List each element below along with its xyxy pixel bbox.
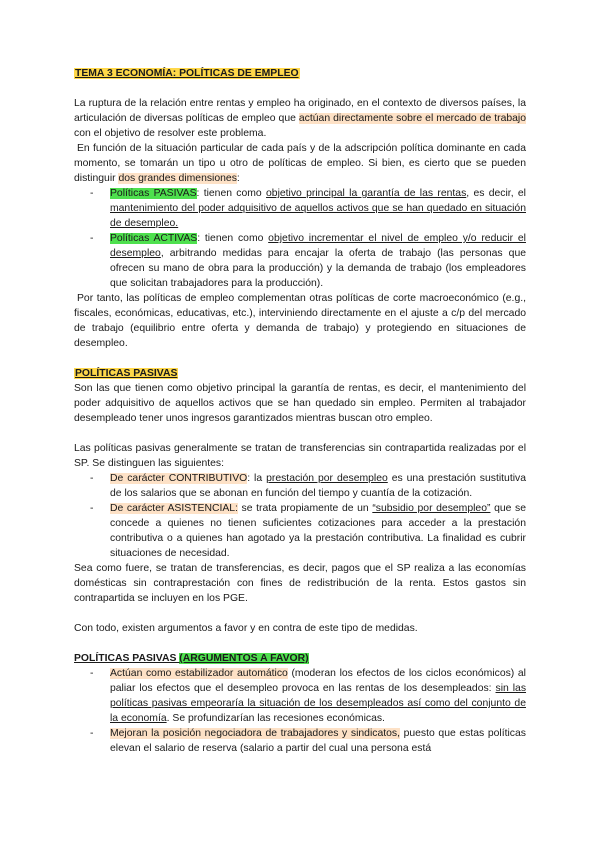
title-text: TEMA 3 ECONOMÍA: POLÍTICAS DE EMPLEO bbox=[75, 68, 299, 79]
pasivas-paragraph-3: Sea como fuere, se tratan de transferencias, es decir, pagos que el SP realiza a las economías domésticas sin contraprestación con fines de redistribución de la renta. Estos gastos sin contrapartida se incluyen en los PGE. bbox=[74, 563, 526, 604]
pasivas-types-list bbox=[74, 471, 526, 561]
document-title bbox=[74, 66, 526, 81]
intro-paragraph-1: La ruptura de la relación entre rentas y empleo ha originado, en el contexto de diversos países, la articulación de diversas políticas de empleo que actúan directamente sobre el mercado de trabajo con el objetivo de resolver este problema. bbox=[74, 98, 527, 139]
intro-paragraph-2: En función de la situación particular de cada país y de la adscripción política dominante en cada momento, se tomarán un tipo u otro de políticas de empleo. Si bien, es cierto que se pueden distinguir dos grandes dimensiones: bbox=[74, 143, 526, 184]
section-heading-favor: POLÍTICAS PASIVAS (ARGUMENTOS A FAVOR) bbox=[74, 653, 309, 664]
list-item: - Políticas ACTIVAS: tienen como objetivo incrementar el nivel de empleo y/o reducir el desempleo, arbitrando medidas para encajar la oferta de trabajo (las personas que ofrecen su mano de obra para la producción) y la demanda de trabajo (los empleadores que solicitan trabajadores para la producción). bbox=[90, 233, 526, 289]
list-item: - De carácter CONTRIBUTIVO: la prestación por desempleo es una prestación sustitutiva de los salarios que se abonan en función del tiempo y cuantía de la cotización. bbox=[90, 473, 527, 499]
dimensions-list bbox=[74, 186, 526, 291]
pasivas-paragraph-4: Con todo, existen argumentos a favor y en contra de este tipo de medidas. bbox=[74, 623, 418, 634]
intro-paragraph-3: Por tanto, las políticas de empleo complementan otras políticas de corte macroeconómico (e.g., fiscales, económicas, educativas, etc.), interviniendo directamente en el ajuste a c/p del mercado de trabajo (equilibrio entre oferta y demanda de trabajo) y protegiendo en situaciones de desempleo. bbox=[74, 293, 526, 349]
list-item: - Políticas PASIVAS: tienen como objetivo principal la garantía de las rentas, es decir, el mantenimiento del poder adquisitivo de aquellos activos que se han quedado en situación de desempleo. bbox=[90, 188, 526, 229]
document-page bbox=[74, 66, 526, 756]
pasivas-paragraph-2: Las políticas pasivas generalmente se tratan de transferencias sin contrapartida realizadas por el SP. Se distinguen las siguientes: bbox=[74, 443, 526, 469]
section-heading-pasivas: POLÍTICAS PASIVAS bbox=[75, 368, 178, 379]
list-item: - Actúan como estabilizador automático (moderan los efectos de los ciclos económicos) al paliar los efectos que el desempleo provoca en las rentas de los desempleados: sin las políticas pasivas empeoraría la situación de los desempleados así como del conjunto de la economía. Se profundizarían las recesiones económicas. bbox=[90, 668, 527, 724]
favor-arguments-list bbox=[74, 666, 526, 756]
pasivas-paragraph-1: Son las que tienen como objetivo principal la garantía de rentas, es decir, el mantenimiento del poder adquisitivo de aquellos activos que se han quedado sin empleo. Permiten al trabajador desempleado tener unos ingresos garantizados mientras buscan otro empleo. bbox=[74, 383, 526, 424]
list-item: - Mejoran la posición negociadora de trabajadores y sindicatos, puesto que estas políticas elevan el salario de reserva (salario a partir del cual una persona está bbox=[90, 728, 526, 754]
list-item: - De carácter ASISTENCIAL: se trata propiamente de un “subsidio por desempleo” que se concede a quienes no tienen suficientes cotizaciones para acceder a la prestación contributiva o a quienes han agotado ya la prestación contributiva. La finalidad es cubrir situaciones de necesidad. bbox=[90, 503, 527, 559]
